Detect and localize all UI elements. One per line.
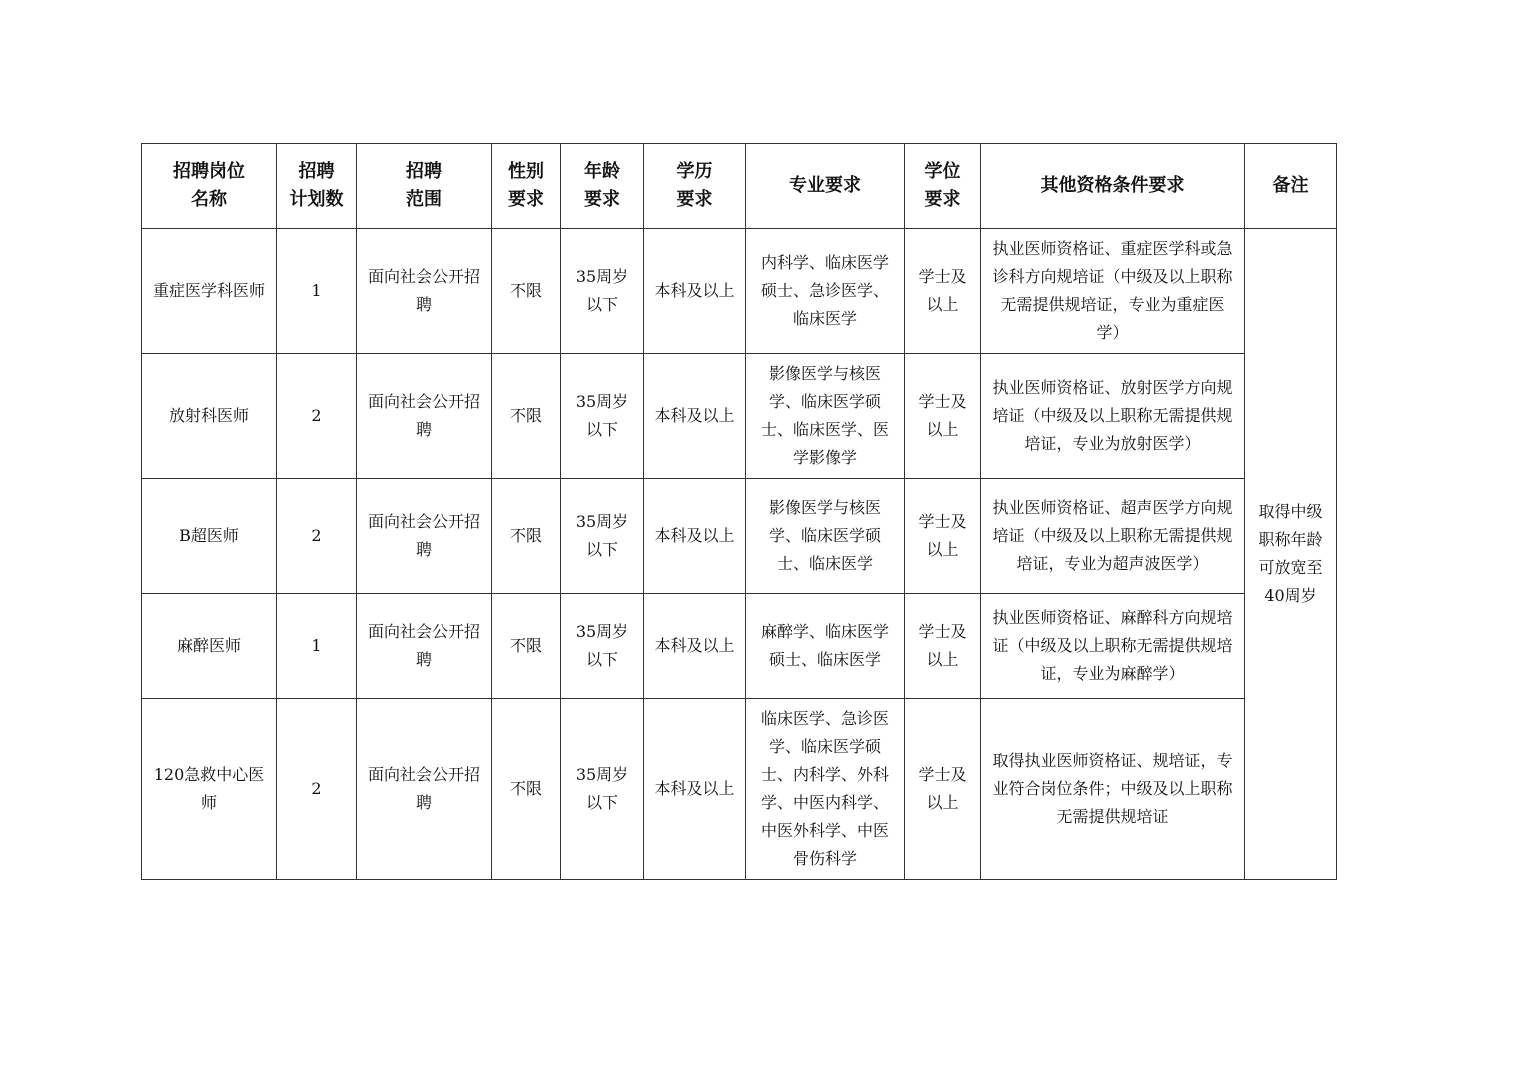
cell-degree: 学士及以上 xyxy=(905,479,981,594)
cell-gender: 不限 xyxy=(492,594,561,699)
table-row xyxy=(142,594,1337,699)
cell-degree: 学士及以上 xyxy=(905,594,981,699)
cell-gender: 不限 xyxy=(492,229,561,354)
cell-name: 重症医学科医师 xyxy=(142,229,277,354)
cell-name: 麻醉医师 xyxy=(142,594,277,699)
header-name: 招聘岗位 名称 xyxy=(142,144,277,229)
cell-remark: 取得中级职称年龄可放宽至40周岁 xyxy=(1245,229,1337,880)
header-other: 其他资格条件要求 xyxy=(981,144,1245,229)
cell-scope: 面向社会公开招聘 xyxy=(357,229,492,354)
cell-name: 120急救中心医师 xyxy=(142,699,277,880)
cell-other: 执业医师资格证、重症医学科或急诊科方向规培证（中级及以上职称无需提供规培证，专业为重症医学） xyxy=(981,229,1245,354)
cell-count: 1 xyxy=(277,229,357,354)
cell-name: 放射科医师 xyxy=(142,354,277,479)
recruitment-table xyxy=(141,143,1337,880)
cell-degree: 学士及以上 xyxy=(905,229,981,354)
cell-degree: 学士及以上 xyxy=(905,699,981,880)
cell-edu: 本科及以上 xyxy=(644,354,746,479)
header-degree: 学位 要求 xyxy=(905,144,981,229)
table-row xyxy=(142,354,1337,479)
cell-scope: 面向社会公开招聘 xyxy=(357,699,492,880)
cell-edu: 本科及以上 xyxy=(644,479,746,594)
cell-gender: 不限 xyxy=(492,354,561,479)
cell-degree: 学士及以上 xyxy=(905,354,981,479)
cell-major: 影像医学与核医学、临床医学硕士、临床医学、医学影像学 xyxy=(746,354,905,479)
cell-edu: 本科及以上 xyxy=(644,594,746,699)
cell-other: 执业医师资格证、超声医学方向规培证（中级及以上职称无需提供规培证，专业为超声波医学） xyxy=(981,479,1245,594)
cell-count: 2 xyxy=(277,479,357,594)
cell-scope: 面向社会公开招聘 xyxy=(357,594,492,699)
table-row xyxy=(142,699,1337,880)
table-row xyxy=(142,229,1337,354)
cell-major: 临床医学、急诊医学、临床医学硕士、内科学、外科学、中医内科学、中医外科学、中医骨伤科学 xyxy=(746,699,905,880)
table-row xyxy=(142,479,1337,594)
cell-count: 2 xyxy=(277,354,357,479)
cell-edu: 本科及以上 xyxy=(644,229,746,354)
header-count: 招聘 计划数 xyxy=(277,144,357,229)
cell-major: 内科学、临床医学硕士、急诊医学、临床医学 xyxy=(746,229,905,354)
cell-edu: 本科及以上 xyxy=(644,699,746,880)
cell-scope: 面向社会公开招聘 xyxy=(357,354,492,479)
header-row xyxy=(142,144,1337,229)
header-age: 年龄 要求 xyxy=(561,144,644,229)
cell-major: 麻醉学、临床医学硕士、临床医学 xyxy=(746,594,905,699)
cell-other: 执业医师资格证、麻醉科方向规培证（中级及以上职称无需提供规培证，专业为麻醉学） xyxy=(981,594,1245,699)
cell-age: 35周岁以下 xyxy=(561,699,644,880)
cell-age: 35周岁以下 xyxy=(561,594,644,699)
cell-major: 影像医学与核医学、临床医学硕士、临床医学 xyxy=(746,479,905,594)
header-remark: 备注 xyxy=(1245,144,1337,229)
cell-gender: 不限 xyxy=(492,479,561,594)
cell-age: 35周岁以下 xyxy=(561,479,644,594)
cell-name: B超医师 xyxy=(142,479,277,594)
cell-scope: 面向社会公开招聘 xyxy=(357,479,492,594)
header-edu: 学历 要求 xyxy=(644,144,746,229)
header-gender: 性别 要求 xyxy=(492,144,561,229)
cell-age: 35周岁以下 xyxy=(561,229,644,354)
cell-other: 取得执业医师资格证、规培证，专业符合岗位条件；中级及以上职称无需提供规培证 xyxy=(981,699,1245,880)
cell-gender: 不限 xyxy=(492,699,561,880)
cell-count: 2 xyxy=(277,699,357,880)
cell-count: 1 xyxy=(277,594,357,699)
cell-age: 35周岁以下 xyxy=(561,354,644,479)
cell-other: 执业医师资格证、放射医学方向规培证（中级及以上职称无需提供规培证，专业为放射医学） xyxy=(981,354,1245,479)
header-major: 专业要求 xyxy=(746,144,905,229)
header-scope: 招聘 范围 xyxy=(357,144,492,229)
